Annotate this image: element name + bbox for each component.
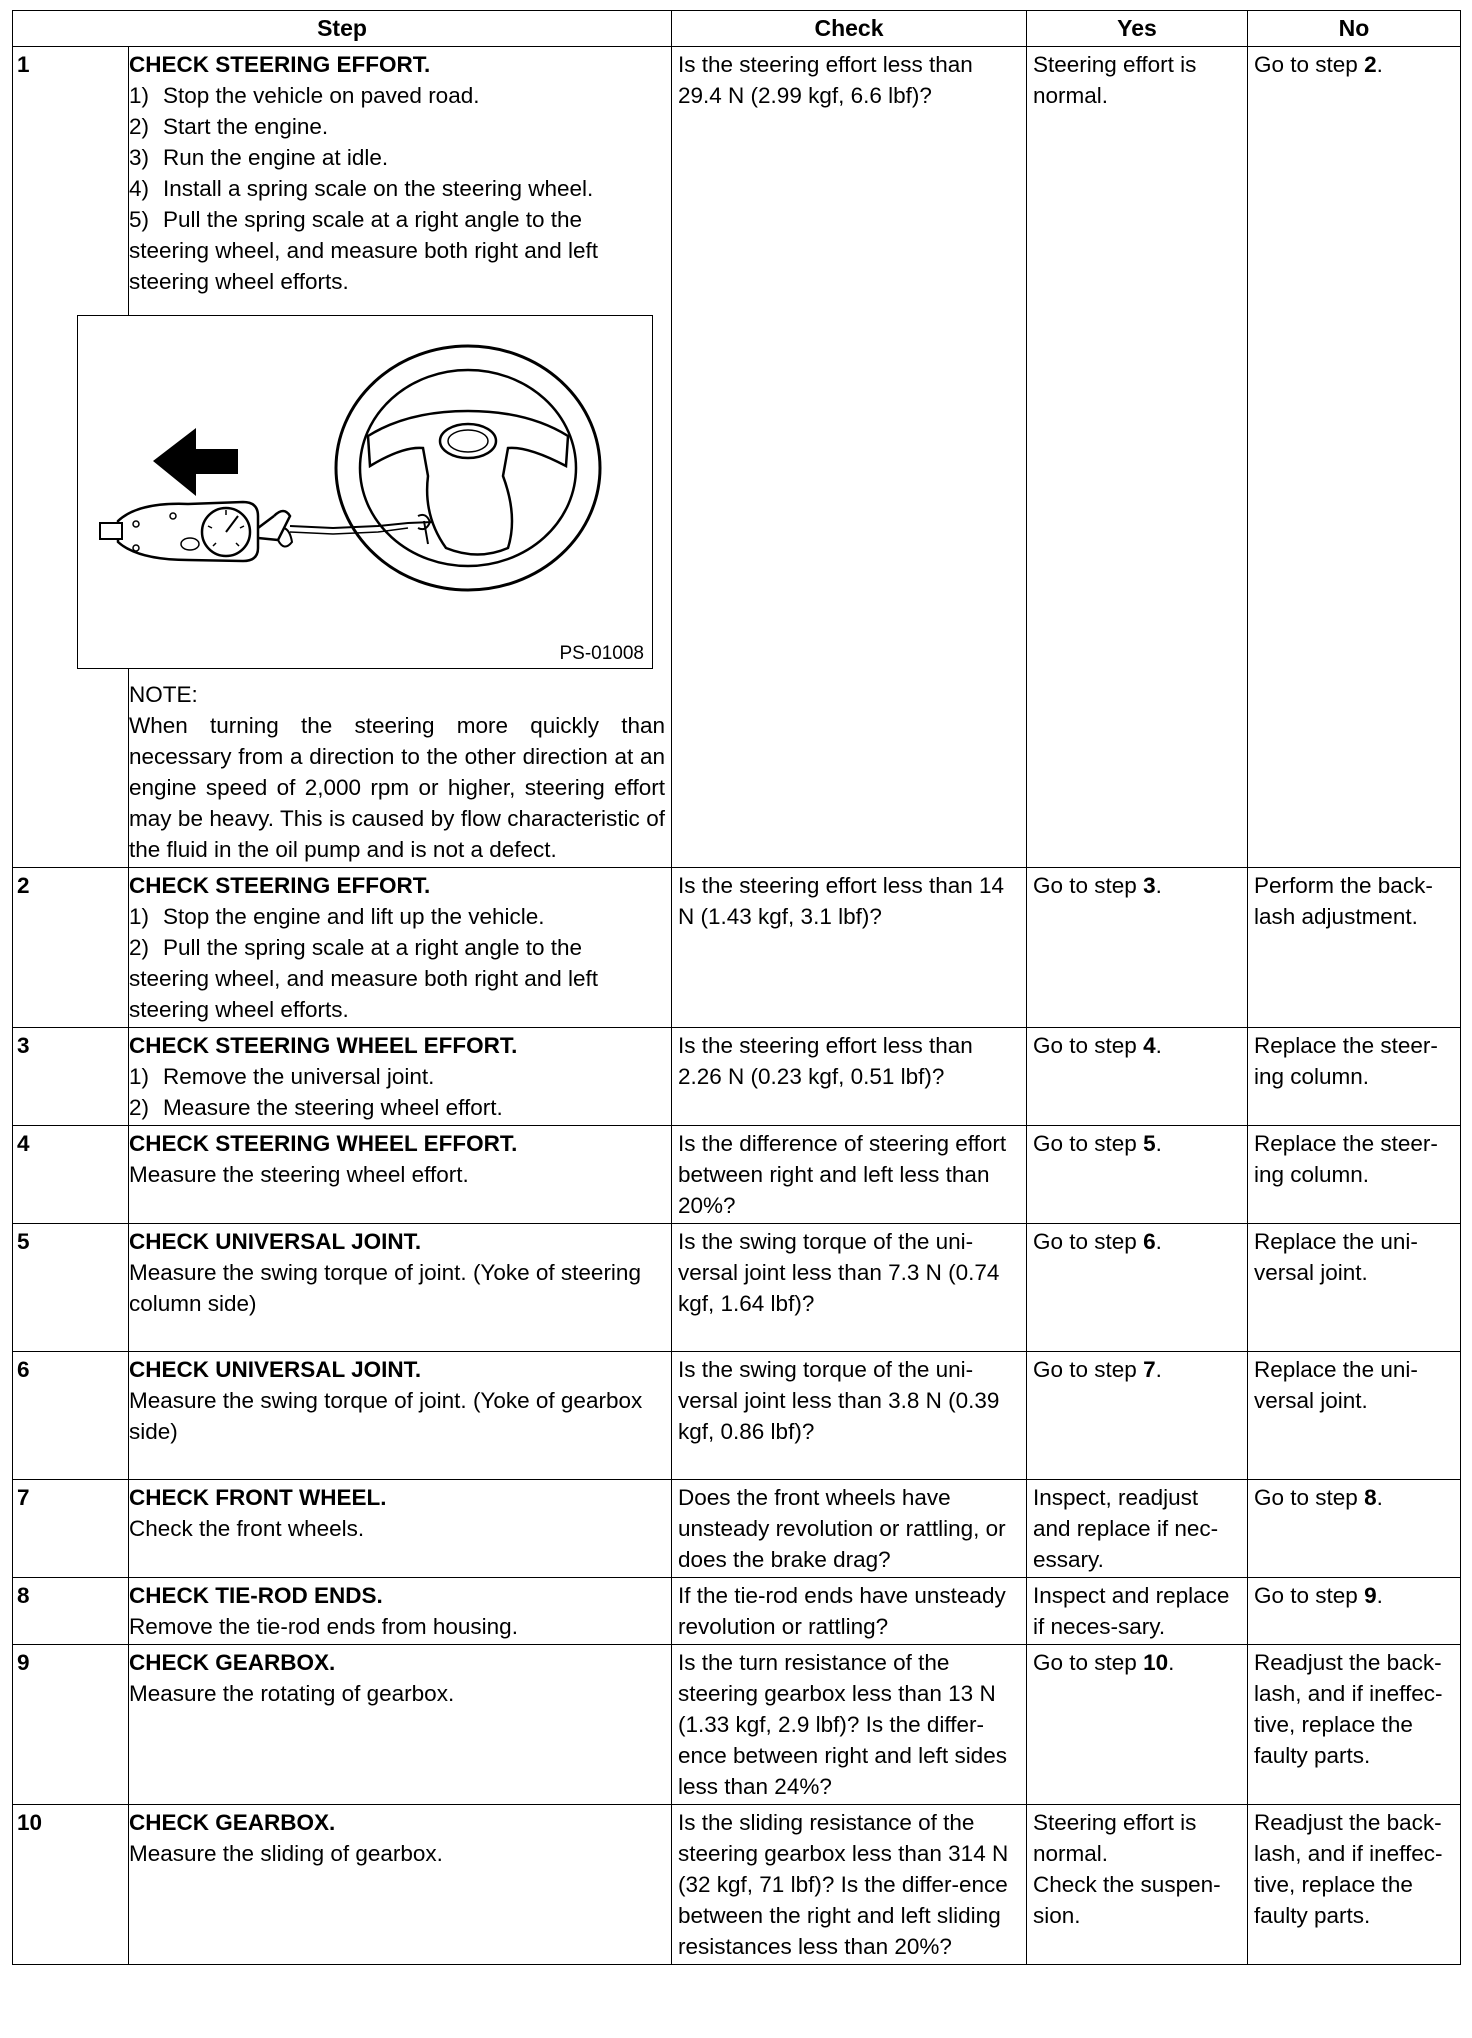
step-cell (129, 1480, 672, 1578)
step-text: Measure the sliding of gearbox. (129, 1841, 443, 1866)
step-number: 7 (13, 1480, 129, 1578)
step-text: Measure the swing torque of joint. (Yoke of steering column side) (129, 1260, 641, 1316)
check-cell: Does the front wheels have unsteady revolution or rattling, or does the brake drag? (672, 1480, 1027, 1578)
no-cell: Go to step 9. (1248, 1578, 1461, 1645)
check-cell: Is the swing torque of the uni-versal joint less than 3.8 N (0.39 kgf, 0.86 lbf)? (672, 1352, 1027, 1480)
step-cell (129, 1805, 672, 1965)
step-title: CHECK GEARBOX. (129, 1650, 336, 1675)
step-number: 10 (13, 1805, 129, 1965)
arrow-left-icon (153, 428, 238, 496)
yes-cell: Inspect, readjust and replace if nec-essary. (1027, 1480, 1248, 1578)
step-cell (129, 1224, 672, 1352)
table-row (13, 1578, 1461, 1645)
header-row (13, 11, 1461, 47)
no-cell: Perform the back-lash adjustment. (1248, 868, 1461, 1028)
no-cell: Readjust the back-lash, and if ineffec-tive, replace the faulty parts. (1248, 1645, 1461, 1805)
step-number: 4 (13, 1126, 129, 1224)
no-cell: Go to step 8. (1248, 1480, 1461, 1578)
no-cell: Replace the uni-versal joint. (1248, 1224, 1461, 1352)
no-cell: Replace the uni-versal joint. (1248, 1352, 1461, 1480)
step-text: Measure the rotating of gearbox. (129, 1681, 455, 1706)
substep: 5) Pull the spring scale at a right angle to the steering wheel, and measure both right and left steering wheel efforts. (129, 207, 599, 294)
table-row (13, 1480, 1461, 1578)
no-cell: Go to step 2. (1248, 47, 1461, 868)
step-cell (129, 1352, 672, 1480)
step-title: CHECK UNIVERSAL JOINT. (129, 1357, 422, 1382)
step-title: CHECK TIE-ROD ENDS. (129, 1583, 383, 1608)
table-row (13, 1028, 1461, 1126)
step-number: 6 (13, 1352, 129, 1480)
header-check: Check (672, 11, 1027, 47)
substep: 2) Measure the steering wheel effort. (129, 1095, 503, 1120)
check-cell: Is the swing torque of the uni-versal joint less than 7.3 N (0.74 kgf, 1.64 lbf)? (672, 1224, 1027, 1352)
header-step: Step (13, 11, 672, 47)
step-number: 8 (13, 1578, 129, 1645)
yes-cell: Inspect and replace if neces-sary. (1027, 1578, 1248, 1645)
yes-cell: Steering effort is normal. (1027, 47, 1248, 868)
step-title: CHECK FRONT WHEEL. (129, 1485, 387, 1510)
yes-cell: Go to step 3. (1027, 868, 1248, 1028)
step-cell (129, 47, 672, 868)
step-cell (129, 868, 672, 1028)
no-cell: Readjust the back-lash, and if ineffec-tive, replace the faulty parts. (1248, 1805, 1461, 1965)
check-cell: Is the difference of steering effort between right and left less than 20%? (672, 1126, 1027, 1224)
step-title: CHECK STEERING WHEEL EFFORT. (129, 1033, 518, 1058)
substep: 1) Stop the vehicle on paved road. (129, 83, 480, 108)
substep: 2) Start the engine. (129, 114, 329, 139)
substep: 1) Remove the universal joint. (129, 1064, 435, 1089)
check-cell: Is the sliding resistance of the steering gearbox less than 314 N (32 kgf, 71 lbf)? Is the differ-ence between the right and left sliding resistances less than 20%? (672, 1805, 1027, 1965)
check-cell: If the tie-rod ends have unsteady revolution or rattling? (672, 1578, 1027, 1645)
header-no: No (1248, 11, 1461, 47)
step-cell (129, 1126, 672, 1224)
step-text: Remove the tie-rod ends from housing. (129, 1614, 518, 1639)
step-text: Measure the swing torque of joint. (Yoke of gearbox side) (129, 1388, 643, 1444)
step-number: 9 (13, 1645, 129, 1805)
spring-scale-steering-wheel-illustration (78, 316, 652, 668)
no-cell: Replace the steer-ing column. (1248, 1028, 1461, 1126)
yes-cell: Go to step 7. (1027, 1352, 1248, 1480)
table-row (13, 868, 1461, 1028)
table-row (13, 1126, 1461, 1224)
yes-cell: Go to step 4. (1027, 1028, 1248, 1126)
step-title: CHECK GEARBOX. (129, 1810, 336, 1835)
substep: 1) Stop the engine and lift up the vehicle. (129, 904, 545, 929)
check-cell: Is the steering effort less than 29.4 N (2.99 kgf, 6.6 lbf)? (672, 47, 1027, 868)
substep: 3) Run the engine at idle. (129, 145, 389, 170)
step-title: CHECK STEERING WHEEL EFFORT. (129, 1131, 518, 1156)
table-row (13, 1224, 1461, 1352)
step-number: 5 (13, 1224, 129, 1352)
table-row (13, 47, 1461, 868)
check-cell: Is the turn resistance of the steering gearbox less than 13 N (1.33 kgf, 2.9 lbf)? Is the differ-ence between right and left sides less than 24%? (672, 1645, 1027, 1805)
step-title: CHECK STEERING EFFORT. (129, 52, 431, 77)
check-cell: Is the steering effort less than 14 N (1.43 kgf, 3.1 lbf)? (672, 868, 1027, 1028)
step-title: CHECK UNIVERSAL JOINT. (129, 1229, 422, 1254)
step-title: CHECK STEERING EFFORT. (129, 873, 431, 898)
step-cell (129, 1645, 672, 1805)
table-row (13, 1352, 1461, 1480)
yes-cell: Steering effort is normal. Check the suspen-sion. (1027, 1805, 1248, 1965)
step-cell (129, 1578, 672, 1645)
step-text: Measure the steering wheel effort. (129, 1162, 469, 1187)
step-text: Check the front wheels. (129, 1516, 365, 1541)
steering-effort-figure (77, 315, 653, 669)
substep: 4) Install a spring scale on the steering wheel. (129, 176, 594, 201)
step-number: 2 (13, 868, 129, 1028)
figure-label: PS-01008 (559, 643, 644, 664)
header-yes: Yes (1027, 11, 1248, 47)
table-row (13, 1805, 1461, 1965)
yes-cell: Go to step 5. (1027, 1126, 1248, 1224)
diagnosis-table (12, 10, 1461, 1965)
note-text: When turning the steering more quickly than necessary from a direction to the other direction at an engine speed of 2,000 rpm or higher, steering effort may be heavy. This is caused by flow characteristic of the fluid in the oil pump and is not a defect. (129, 713, 665, 862)
note-heading: NOTE: (129, 682, 198, 707)
yes-cell: Go to step 6. (1027, 1224, 1248, 1352)
substep: 2) Pull the spring scale at a right angle to the steering wheel, and measure both right and left steering wheel efforts. (129, 935, 599, 1022)
step-number: 1 (13, 47, 129, 868)
yes-cell: Go to step 10. (1027, 1645, 1248, 1805)
check-cell: Is the steering effort less than 2.26 N (0.23 kgf, 0.51 lbf)? (672, 1028, 1027, 1126)
step-number: 3 (13, 1028, 129, 1126)
no-cell: Replace the steer-ing column. (1248, 1126, 1461, 1224)
step-cell (129, 1028, 672, 1126)
table-row (13, 1645, 1461, 1805)
